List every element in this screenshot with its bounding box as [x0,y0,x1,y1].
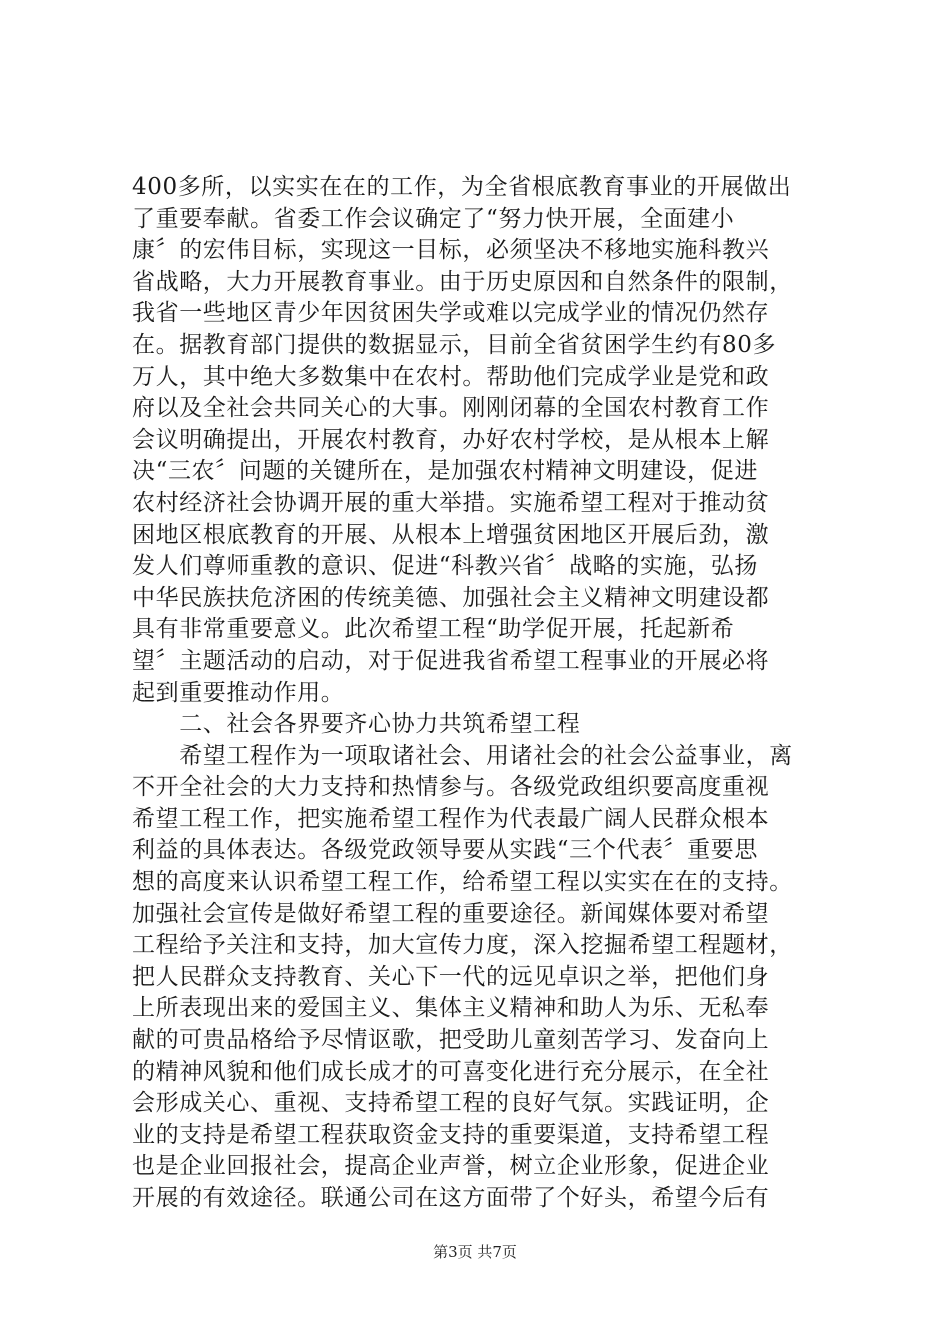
text-line: 希望工程工作，把实施希望工程作为代表最广阔人民群众根本 [132,805,770,832]
text-line: 业的支持是希望工程获取资金支持的重要渠道，支持希望工程 [132,1121,770,1148]
text-line: 献的可贵品格给予尽情讴歌，把受助儿童刻苦学习、发奋向上 [132,1027,770,1054]
text-line: 会议明确提出，开展农村教育，办好农村学校，是从根本上解 [132,426,770,453]
text-line: 的精神风貌和他们成长成才的可喜变化进行充分展示，在全社 [132,1058,770,1085]
text-line: 万人，其中绝大多数集中在农村。帮助他们完成学业是党和政 [132,363,770,390]
text-line: 400多所，以实实在在的工作，为全省根底教育事业的开展做出 [132,174,792,200]
text-line: 具有非常重要意义。此次希望工程“助学促开展，托起新希 [132,616,735,643]
text-line: 了重要奉献。省委工作会议确定了“努力快开展，全面建小 [132,205,735,232]
text-line: 利益的具体表达。各级党政领导要从实践“三个代表〞重要思 [132,837,758,864]
text-line: 起到重要推动作用。 [132,679,345,706]
text-line: 工程给予关注和支持，加大宣传力度，深入挖掘希望工程题材， [132,932,793,959]
text-line: 望〞主题活动的启动，对于促进我省希望工程事业的开展必将 [132,647,770,674]
text-line: 不开全社会的大力支持和热情参与。各级党政组织要高度重视 [132,774,770,801]
document-body [132,172,832,1215]
text-line: 也是企业回报社会，提高企业声誉，树立企业形象，促进企业 [132,1153,770,1180]
text-line: 发人们尊师重教的意识、促进“科教兴省〞战略的实施，弘扬 [132,553,758,580]
text-line: 我省一些地区青少年因贫困失学或难以完成学业的情况仍然存 [132,300,770,327]
text-line: 在。据教育部门提供的数据显示，目前全省贫困学生约有80多 [132,331,777,358]
text-line: 希望工程作为一项取诸社会、用诸社会的社会公益事业，离 [132,742,793,769]
text-line: 中华民族扶危济困的传统美德、加强社会主义精神文明建设都 [132,584,770,611]
text-line: 把人民群众支持教育、关心下一代的远见卓识之举，把他们身 [132,963,770,990]
text-line: 二、社会各界要齐心协力共筑希望工程 [132,711,581,738]
page-footer: 第3页 共7页 [433,1243,517,1261]
text-line: 上所表现出来的爱国主义、集体主义精神和助人为乐、无私奉 [132,995,770,1022]
text-line: 想的高度来认识希望工程工作，给希望工程以实实在在的支持。 [132,869,793,896]
text-line: 加强社会宣传是做好希望工程的重要途径。新闻媒体要对希望 [132,900,770,927]
text-line: 会形成关心、重视、支持希望工程的良好气氛。实践证明，企 [132,1090,770,1117]
text-line: 农村经济社会协调开展的重大举措。实施希望工程对于推动贫 [132,489,770,516]
text-line: 省战略，大力开展教育事业。由于历史原因和自然条件的限制， [132,268,793,295]
text-line: 困地区根底教育的开展、从根本上增强贫困地区开展后劲，激 [132,521,770,548]
text-line: 府以及全社会共同关心的大事。刚刚闭幕的全国农村教育工作 [132,395,770,422]
text-line: 决“三农〞问题的关键所在，是加强农村精神文明建设，促进 [132,458,758,485]
text-line: 康〞的宏伟目标，实现这一目标，必须坚决不移地实施科教兴 [132,237,770,264]
text-line: 开展的有效途径。联通公司在这方面带了个好头，希望今后有 [132,1185,770,1211]
